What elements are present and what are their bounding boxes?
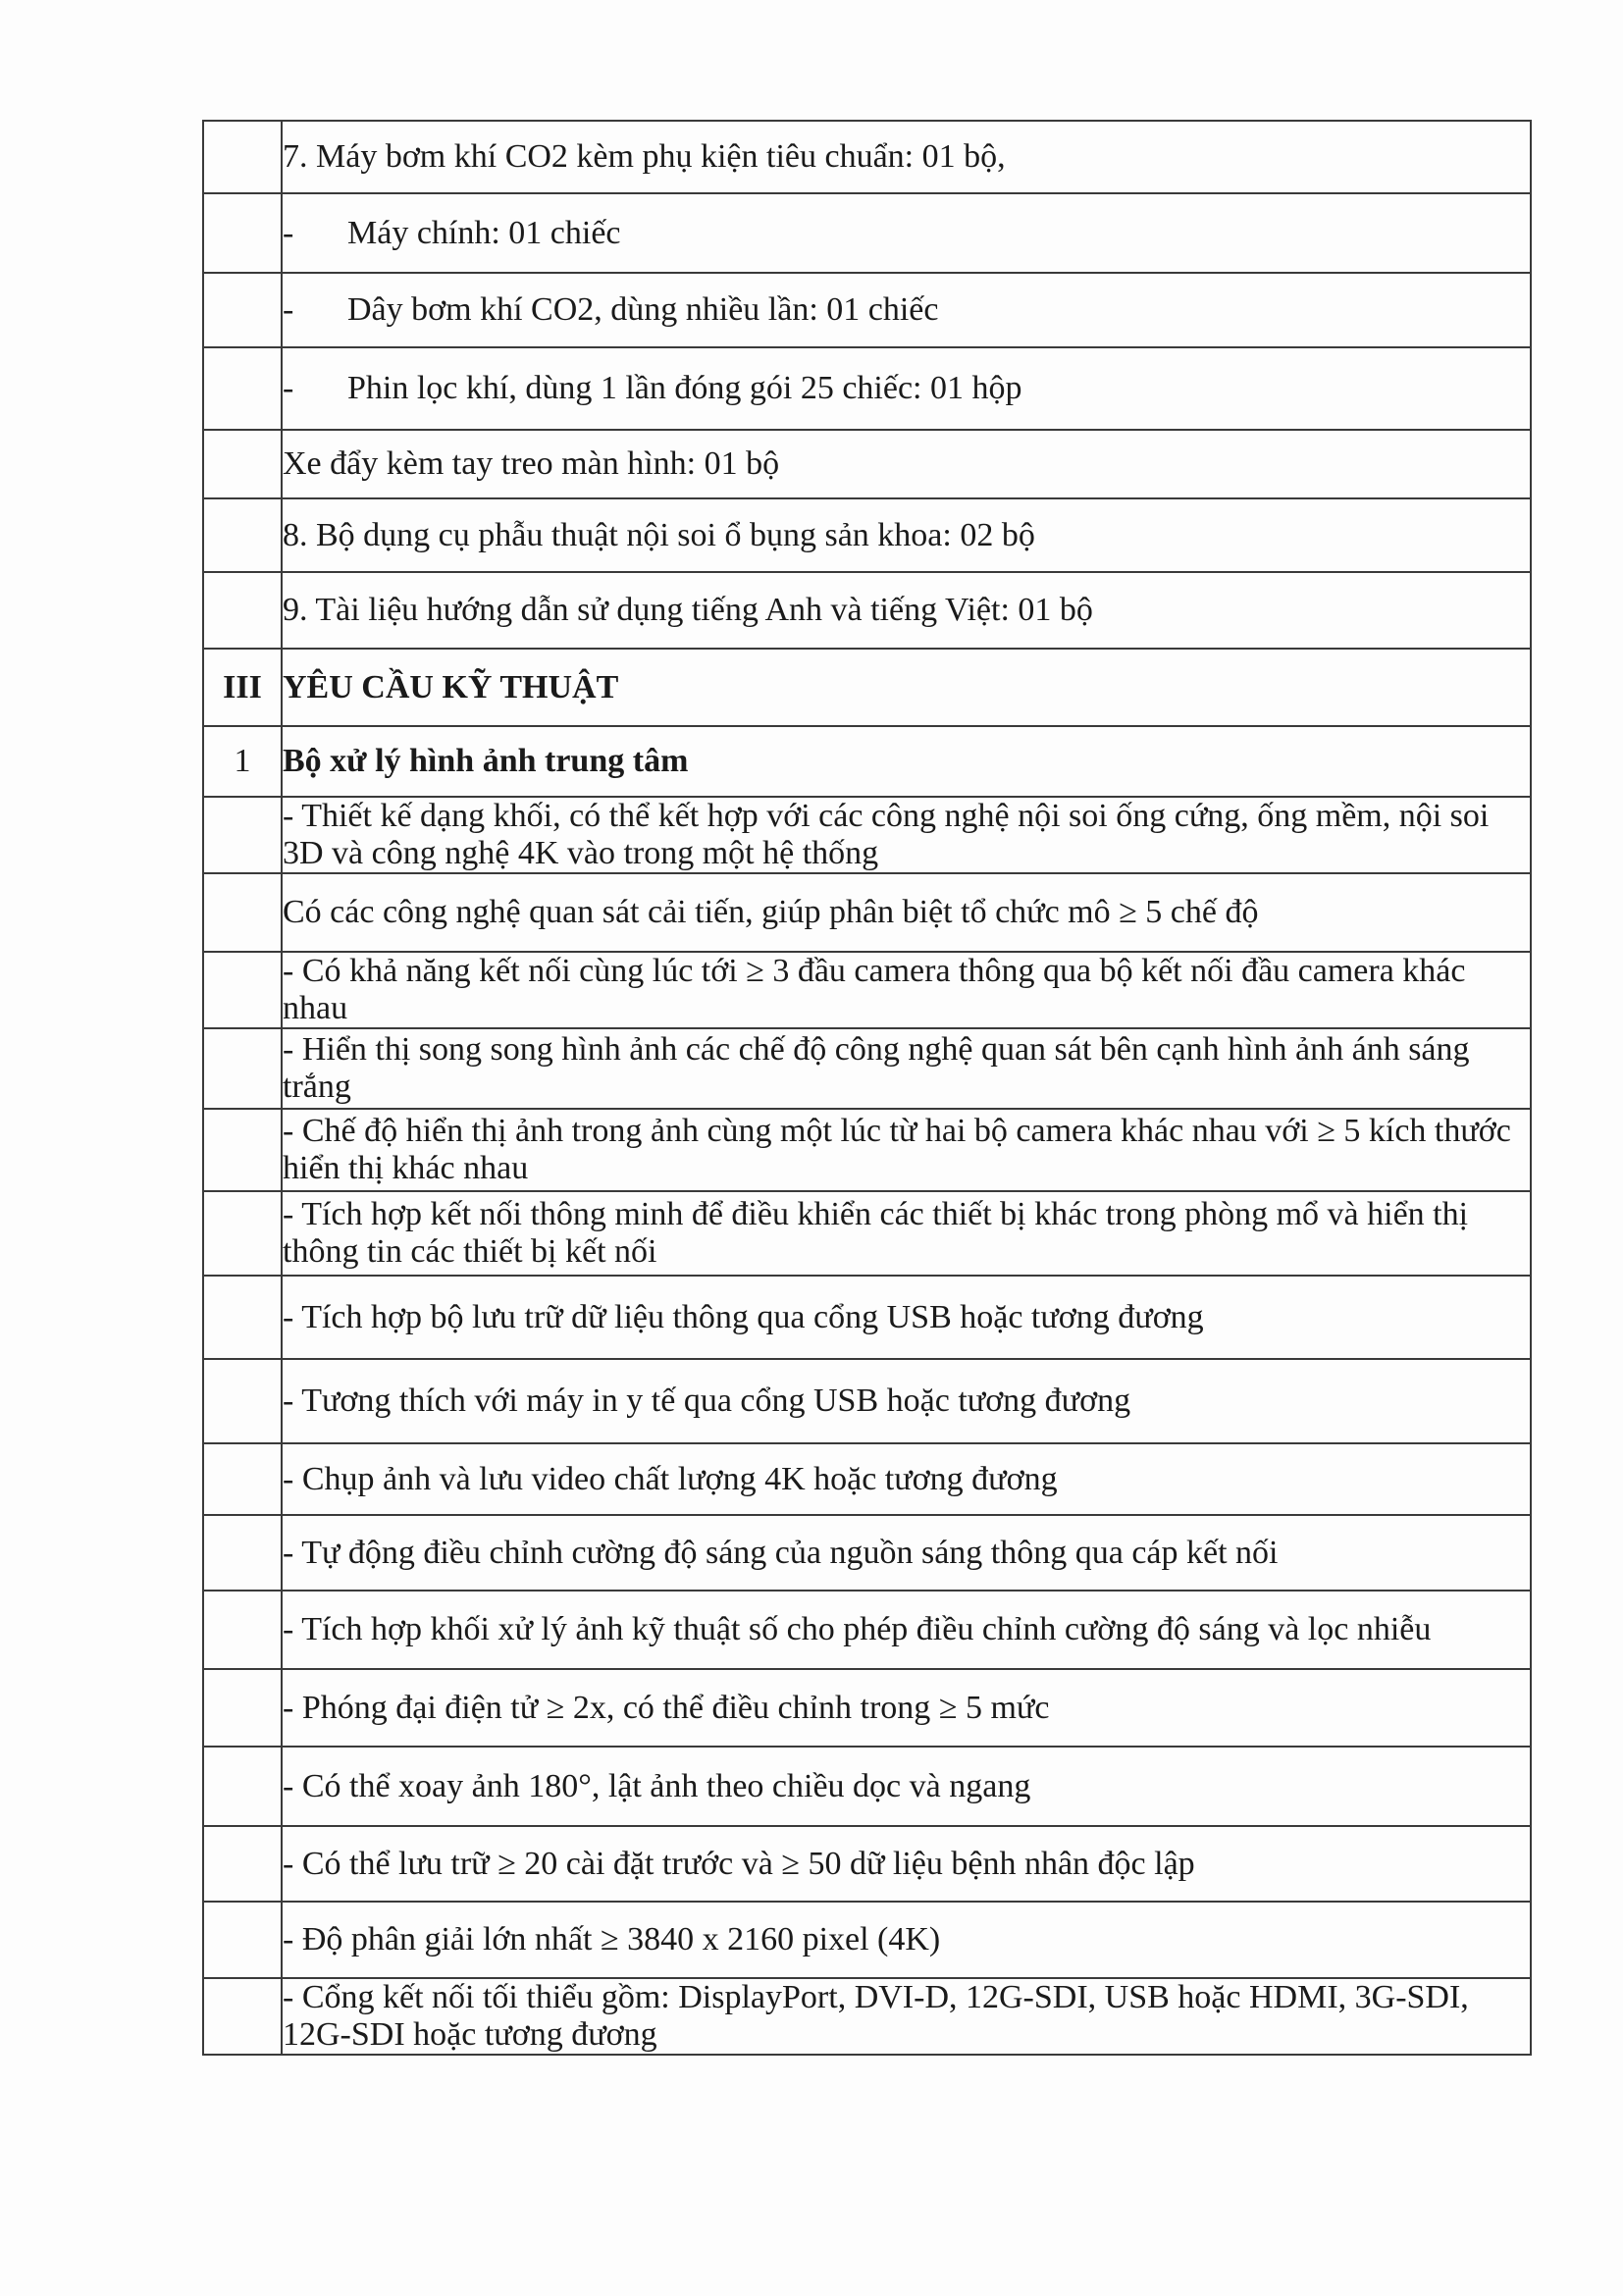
row-number-cell	[203, 952, 282, 1028]
table-row	[203, 1747, 1531, 1826]
row-text-cell	[282, 121, 1531, 193]
row-number-cell	[203, 1109, 282, 1191]
row-number-cell	[203, 121, 282, 193]
row-text: - Hiển thị song song hình ảnh các chế độ công nghệ quan sát bên cạnh hình ảnh ánh sáng trắng	[283, 1031, 1470, 1105]
row-text-cell	[282, 572, 1531, 649]
row-text-cell	[282, 1109, 1531, 1191]
row-text: 9. Tài liệu hướng dẫn sử dụng tiếng Anh và tiếng Việt: 01 bộ	[283, 592, 1093, 628]
row-number-cell	[203, 873, 282, 952]
row-text-cell	[282, 1359, 1531, 1443]
table-row	[203, 193, 1531, 273]
row-text-cell	[282, 193, 1531, 273]
table-row	[203, 1591, 1531, 1669]
table-row	[203, 430, 1531, 498]
row-text-cell	[282, 347, 1531, 430]
row-number-cell	[203, 1191, 282, 1276]
subsection-number-cell	[203, 726, 282, 797]
subsection-number: 1	[234, 743, 251, 779]
row-text: - Có khả năng kết nối cùng lúc tới ≥ 3 đầu camera thông qua bộ kết nối đầu camera khác nhau	[283, 953, 1466, 1026]
row-number-cell	[203, 273, 282, 347]
table-row	[203, 1902, 1531, 1978]
table-row	[203, 649, 1531, 726]
row-number-cell	[203, 1276, 282, 1359]
table-row	[203, 572, 1531, 649]
row-number-cell	[203, 572, 282, 649]
sub-item-dash: -	[283, 370, 294, 406]
row-text: 8. Bộ dụng cụ phẫu thuật nội soi ổ bụng sản khoa: 02 bộ	[283, 516, 1035, 553]
row-text-cell	[282, 1591, 1531, 1669]
table-row	[203, 498, 1531, 572]
table-row	[203, 1028, 1531, 1109]
subsection-heading-cell	[282, 726, 1531, 797]
table-row	[203, 952, 1531, 1028]
row-text-cell	[282, 1028, 1531, 1109]
row-text-cell	[282, 273, 1531, 347]
row-text: - Cổng kết nối tối thiểu gồm: DisplayPort, DVI-D, 12G-SDI, USB hoặc HDMI, 3G-SDI, 12G-SDI hoặc tương đương	[283, 1979, 1469, 2053]
row-number-cell	[203, 1359, 282, 1443]
row-text: - Tích hợp bộ lưu trữ dữ liệu thông qua cổng USB hoặc tương đương	[283, 1298, 1204, 1335]
row-text-cell	[282, 1515, 1531, 1591]
row-text: 7. Máy bơm khí CO2 kèm phụ kiện tiêu chuẩn: 01 bộ,	[283, 138, 1006, 175]
row-text: - Có thể xoay ảnh 180°, lật ảnh theo chiều dọc và ngang	[283, 1767, 1031, 1804]
row-text-cell	[282, 1826, 1531, 1902]
row-text-cell	[282, 1747, 1531, 1826]
row-number-cell	[203, 1978, 282, 2055]
sub-item-dash: -	[283, 214, 294, 251]
row-number-cell	[203, 1747, 282, 1826]
spec-table	[202, 120, 1532, 2056]
table-row	[203, 1276, 1531, 1359]
row-number-cell	[203, 193, 282, 273]
row-text-cell	[282, 1443, 1531, 1515]
table-row	[203, 1515, 1531, 1591]
row-text-cell	[282, 952, 1531, 1028]
table-row	[203, 1826, 1531, 1902]
row-number-cell	[203, 1826, 282, 1902]
table-row	[203, 797, 1531, 873]
table-row	[203, 1669, 1531, 1747]
row-number-cell	[203, 1591, 282, 1669]
table-row	[203, 273, 1531, 347]
row-text-cell	[282, 797, 1531, 873]
row-text-cell	[282, 1191, 1531, 1276]
row-text: Có các công nghệ quan sát cải tiến, giúp phân biệt tổ chức mô ≥ 5 chế độ	[283, 894, 1259, 930]
row-text: - Chế độ hiển thị ảnh trong ảnh cùng một lúc từ hai bộ camera khác nhau với ≥ 5 kích thước hiển thị khác nhau	[283, 1113, 1511, 1186]
row-text: - Tích hợp khối xử lý ảnh kỹ thuật số cho phép điều chỉnh cường độ sáng và lọc nhiễu	[283, 1611, 1432, 1647]
row-text: Xe đẩy kèm tay treo màn hình: 01 bộ	[283, 445, 780, 482]
row-text: - Có thể lưu trữ ≥ 20 cài đặt trước và ≥ 50 dữ liệu bệnh nhân độc lập	[283, 1845, 1195, 1882]
row-number-cell	[203, 1902, 282, 1978]
table-row	[203, 1109, 1531, 1191]
subsection-heading: Bộ xử lý hình ảnh trung tâm	[283, 743, 689, 779]
row-text-cell	[282, 1276, 1531, 1359]
row-text-cell	[282, 873, 1531, 952]
table-row	[203, 121, 1531, 193]
row-text: - Tương thích với máy in y tế qua cổng USB hoặc tương đương	[283, 1383, 1131, 1419]
row-text: Phin lọc khí, dùng 1 lần đóng gói 25 chiếc: 01 hộp	[347, 370, 1022, 406]
row-text: - Tích hợp kết nối thông minh để điều khiển các thiết bị khác trong phòng mổ và hiển thị thông tin các thiết bị kết nối	[283, 1196, 1469, 1270]
row-number-cell	[203, 430, 282, 498]
row-text-cell	[282, 498, 1531, 572]
row-text: - Tự động điều chỉnh cường độ sáng của nguồn sáng thông qua cáp kết nối	[283, 1534, 1279, 1571]
row-number-cell	[203, 1028, 282, 1109]
row-text-cell	[282, 1669, 1531, 1747]
row-text: Dây bơm khí CO2, dùng nhiều lần: 01 chiếc	[347, 291, 939, 328]
row-text: - Phóng đại điện tử ≥ 2x, có thể điều chỉnh trong ≥ 5 mức	[283, 1689, 1050, 1726]
table-row	[203, 726, 1531, 797]
row-text: - Thiết kế dạng khối, có thể kết hợp với các công nghệ nội soi ống cứng, ống mềm, nội soi 3D và công nghệ 4K vào trong một hệ thống	[283, 798, 1490, 871]
section-heading-cell	[282, 649, 1531, 726]
section-number-cell	[203, 649, 282, 726]
section-heading: YÊU CẦU KỸ THUẬT	[283, 668, 619, 705]
table-row	[203, 347, 1531, 430]
table-row	[203, 873, 1531, 952]
row-text: Máy chính: 01 chiếc	[347, 214, 621, 251]
row-number-cell	[203, 797, 282, 873]
table-row	[203, 1443, 1531, 1515]
row-number-cell	[203, 498, 282, 572]
row-text-cell	[282, 1978, 1531, 2055]
row-text: - Chụp ảnh và lưu video chất lượng 4K hoặc tương đương	[283, 1460, 1058, 1497]
table-row	[203, 1978, 1531, 2055]
row-text: - Độ phân giải lớn nhất ≥ 3840 x 2160 pixel (4K)	[283, 1921, 941, 1957]
row-number-cell	[203, 1515, 282, 1591]
row-number-cell	[203, 347, 282, 430]
sub-item-dash: -	[283, 291, 294, 328]
row-number-cell	[203, 1669, 282, 1747]
table-row	[203, 1191, 1531, 1276]
table-row	[203, 1359, 1531, 1443]
section-number: III	[223, 668, 262, 705]
row-text-cell	[282, 430, 1531, 498]
row-text-cell	[282, 1902, 1531, 1978]
row-number-cell	[203, 1443, 282, 1515]
